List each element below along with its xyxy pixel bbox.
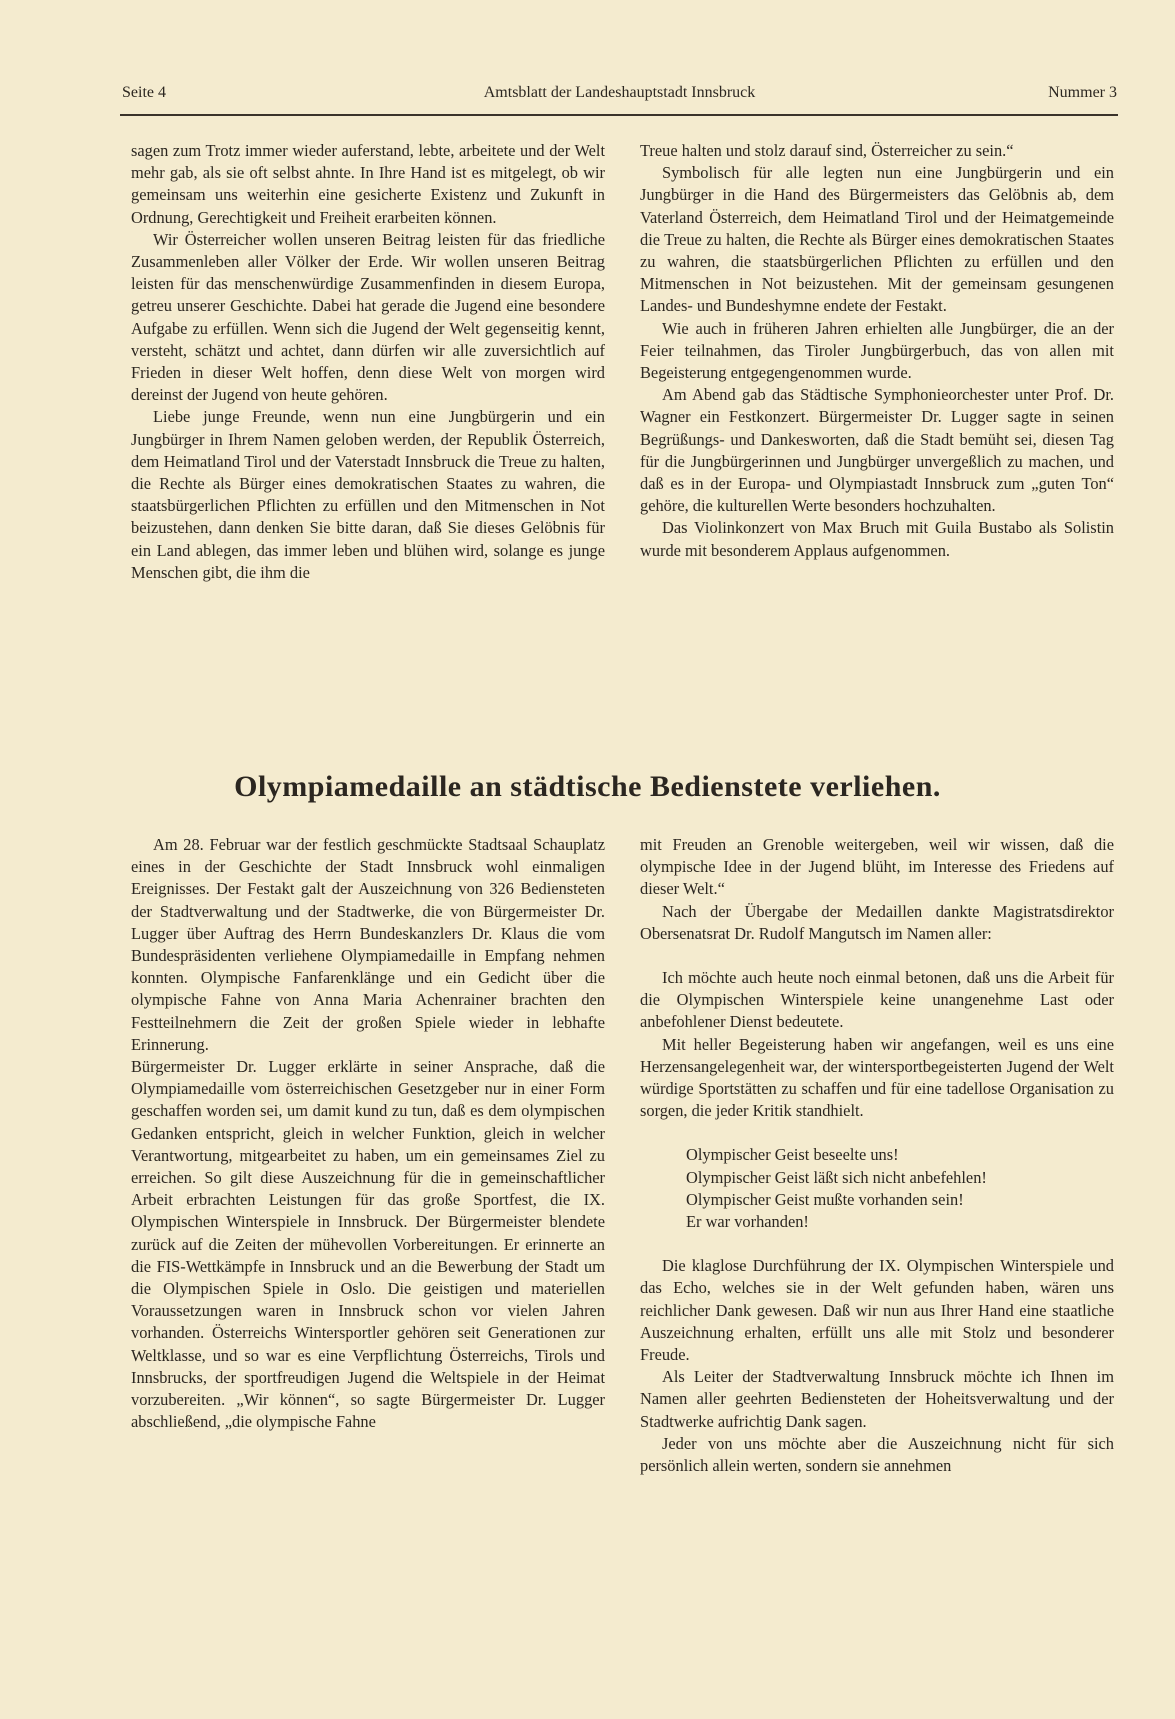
paragraph: Bürgermeister Dr. Lugger erklärte in seiner Ansprache, daß die Olympiamedaille vom österreichischen Gesetzgeber nur in einer Form geschaffen worden sei, um damit kund zu tun, daß es dem olympischen Gedanken entspricht, gleich in welcher Funktion, gleich in welcher Verantwortung, mitgearbeitet zu haben, um ein gemeinsames Ziel zu erreichen. So gilt diese Auszeichnung für die in gemeinschaftlicher Arbeit erbrachten Leistungen für das große Sportfest, die IX. Olympischen Winterspiele in Innsbruck. Der Bürgermeister blendete zurück auf die Zeiten der mühevollen Vorbereitungen. Er erinnerte an die FIS-Wettkämpfe in Innsbruck und an die Bewerbung der Stadt um die Olympischen Spiele in Oslo. Die geistigen und materiellen Voraussetzungen waren in Innsbruck schon vor vielen Jahren vorhanden. Österreichs Wintersportler gehören seit Generationen zur Weltklasse, und so war es eine Verpflichtung Österreichs, Tirols und Innsbrucks, der sportfreudigen Jugend die Weltspiele in der Heimat vorzubereiten. „Wir können“, so sagte Bürgermeister Dr. Lugger abschließend, „die olympische Fahne	[131, 1057, 605, 1432]
page-header	[122, 84, 1117, 108]
paragraph: Als Leiter der Stadtverwaltung Innsbruck möchte ich Ihnen im Namen aller geehrten Bediensteten der Hoheitsverwaltung und der Stadtwerke aufrichtig Dank sagen.	[640, 1367, 1114, 1431]
paragraph: Liebe junge Freunde, wenn nun eine Jungbürgerin und ein Jungbürger in Ihrem Namen geloben werden, der Republik Österreich, dem Heimatland Tirol und der Vaterstadt Innsbruck die Treue zu halten, die Rechte als Bürger eines demokratischen Staates zu wahren, die staatsbürgerlichen Pflichten zu erfüllen und den Mitmenschen in Not beizustehen, dann denken Sie bitte daran, daß Sie dieses Gelöbnis für ein Land ablegen, das immer leben und blühen wird, solange es junge Menschen gibt, die ihm die	[131, 407, 605, 582]
bottom-right-column	[640, 834, 1114, 1477]
verse-line: Olympischer Geist mußte vorhanden sein!	[686, 1189, 964, 1209]
paragraph: Nach der Übergabe der Medaillen dankte Magistratsdirektor Obersenatsrat Dr. Rudolf Mangutsch im Namen aller:	[640, 901, 1114, 943]
paragraph: Das Violinkonzert von Max Bruch mit Guila Bustabo als Solistin wurde mit besonderem Applaus aufgenommen.	[640, 518, 1114, 560]
paragraph: Ich möchte auch heute noch einmal betonen, daß uns die Arbeit für die Olympischen Winterspiele keine unangenehme Last oder anbefohlener Dienst bedeutete.	[640, 968, 1114, 1032]
article-title: Olympiamedaille an städtische Bedienstete verliehen.	[234, 770, 941, 803]
paragraph: Am 28. Februar war der festlich geschmückte Stadtsaal Schauplatz eines in der Geschichte der Stadt Innsbruck wohl einmaligen Ereignisses. Der Festakt galt der Auszeichnung von 326 Bediensteten der Stadtverwaltung und der Stadtwerke, die von Bürgermeister Dr. Lugger über Auftrag des Herrn Bundeskanzlers Dr. Klaus die vom Bundespräsidenten verliehene Olympiamedaille in Empfang nehmen konnten. Olympische Fanfarenklänge und ein Gedicht über die olympische Fahne von Anna Maria Achenrainer brachten den Festteilnehmern die Zeit der großen Spiele wieder in lebhafte Erinnerung.	[131, 835, 605, 1054]
paragraph: Die klaglose Durchführung der IX. Olympischen Winterspiele und das Echo, welches sie in der Welt gefunden haben, wären uns reichlicher Dank gewesen. Daß wir nun aus Ihrer Hand eine staatliche Auszeichnung erhalten, erfüllt uns alle mit Stolz und besonderer Freude.	[640, 1256, 1114, 1365]
verse-line: Er war vorhanden!	[686, 1212, 809, 1232]
verse-line: Olympischer Geist beseelte uns!	[686, 1145, 899, 1165]
paragraph: Am Abend gab das Städtische Symphonieorchester unter Prof. Dr. Wagner ein Festkonzert. Bürgermeister Dr. Lugger sagte in seinen Begrüßungs- und Dankesworten, daß die Stadt bemüht sei, diesen Tag für die Jungbürgerinnen und Jungbürger unvergeßlich zu machen, und daß es in der Europa- und Olympiastadt Innsbruck zum „guten Ton“ gehöre, die kulturellen Werte besonders hochzuhalten.	[640, 385, 1114, 516]
paragraph: Wie auch in früheren Jahren erhielten alle Jungbürger, die an der Feier teilnahmen, das Tiroler Jungbürgerbuch, das von allen mit Begeisterung entgegengenommen wurde.	[640, 318, 1114, 383]
paragraph: Jeder von uns möchte aber die Auszeichnung nicht für sich persönlich allein werten, sondern sie annehmen	[640, 1433, 1114, 1476]
page-number: Seite 4	[122, 84, 166, 101]
publication-title: Amtsblatt der Landeshauptstadt Innsbruck	[483, 84, 756, 101]
paragraph: Symbolisch für alle legten nun eine Jungbürgerin und ein Jungbürger in die Hand des Bürgermeisters das Gelöbnis ab, dem Vaterland Österreich, dem Heimatland Tirol und der Heimatgemeinde die Treue zu halten, die Rechte als Bürger eines demokratischen Staates zu wahren, die staatsbürgerlichen Pflichten zu erfüllen und den Mitmenschen in Not beizustehen. Mit der gemeinsam gesungenen Landes- und Bundeshymne endete der Festakt.	[640, 163, 1114, 316]
paragraph: mit Freuden an Grenoble weitergeben, weil wir wissen, daß die olympische Idee in der Jugend blüht, im Interesse des Friedens auf dieser Welt.“	[640, 835, 1114, 899]
paragraph: Mit heller Begeisterung haben wir angefangen, weil es uns eine Herzensangelegenheit war, der wintersportbegeisterten Jugend der Welt würdige Sportstätten zu schaffen und für eine tadellose Organisation zu sorgen, die jeder Kritik standhielt.	[640, 1034, 1114, 1121]
paragraph: sagen zum Trotz immer wieder auferstand, lebte, arbeitete und der Welt mehr gab, als sie oft selbst ahnte. In Ihre Hand ist es mitgelegt, ob wir gemeinsam uns weiterhin eine gesicherte Existenz und Zukunft in Ordnung, Gerechtigkeit und Freiheit erarbeiten können.	[131, 141, 605, 227]
paragraph: Wir Österreicher wollen unseren Beitrag leisten für das friedliche Zusammenleben aller Völker der Erde. Wir wollen unseren Beitrag leisten für das menschenwürdige Zusammenfinden in diesem Europa, getreu unserer Geschichte. Dabei hat gerade die Jugend eine besondere Aufgabe zu erfüllen. Wenn sich die Jugend der Welt gegenseitig kennt, versteht, schätzt und achtet, dann dürfen wir alle zuversichtlich auf Frieden in dieser Welt hoffen, denn diese Welt von morgen wird dereinst der Jugend von heute gehören.	[131, 229, 605, 405]
issue-number: Nummer 3	[1048, 84, 1117, 101]
paragraph: Treue halten und stolz darauf sind, Österreicher zu sein.“	[640, 141, 1014, 160]
header-rule	[120, 114, 1118, 116]
bottom-left-column	[131, 834, 605, 1433]
top-right-column	[640, 140, 1114, 562]
verse-line: Olympischer Geist läßt sich nicht anbefehlen!	[686, 1167, 987, 1187]
top-left-column	[131, 140, 605, 584]
quoted-verse	[640, 1144, 1114, 1233]
